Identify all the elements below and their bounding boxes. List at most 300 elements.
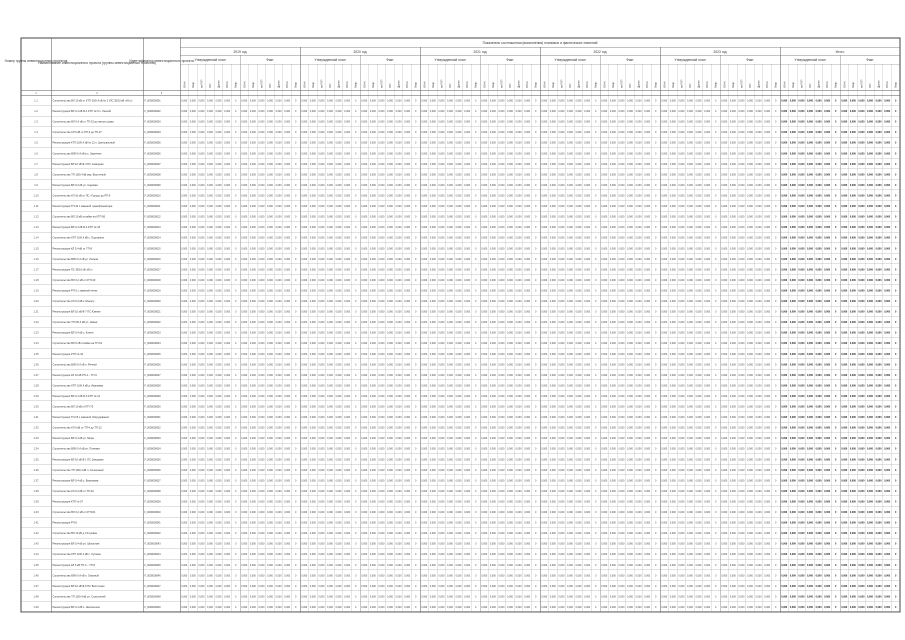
unit-header: МВт [389, 82, 392, 88]
value-cell: 0,000 [807, 184, 814, 187]
value-cell: 0,000 [378, 384, 385, 387]
value-cell: 0,000 [456, 300, 463, 303]
value-cell: 0,000 [661, 416, 668, 419]
value-cell: 0,000 [507, 416, 514, 419]
value-cell: 0,000 [276, 226, 283, 229]
value-cell: 0,000 [438, 427, 445, 430]
value-cell: 0,000 [781, 469, 788, 472]
value-cell: 0,000 [867, 384, 874, 387]
value-cell: 0,000 [841, 237, 848, 240]
value-cell: 0,000 [447, 543, 454, 546]
value-cell: 0,000 [584, 184, 591, 187]
value-cell: 0 [595, 585, 597, 588]
value-cell: 0,000 [336, 268, 343, 271]
value-cell: 0 [595, 205, 597, 208]
value-cell: 0,000 [250, 585, 257, 588]
value-cell: 0,000 [781, 195, 788, 198]
value-cell: 0,000 [747, 522, 754, 525]
value-cell: 0,000 [190, 511, 197, 514]
value-cell: 0,000 [336, 458, 343, 461]
value-cell: 0,000 [404, 416, 411, 419]
value-cell: 0 [655, 490, 657, 493]
value-cell: 0,000 [816, 606, 823, 609]
value-cell: 0,000 [850, 131, 857, 134]
value-cell: 0,000 [524, 216, 531, 219]
value-cell: 0,000 [618, 395, 625, 398]
value-cell: 0,000 [696, 458, 703, 461]
value-cell: 0 [475, 195, 477, 198]
value-cell: 0,000 [687, 437, 694, 440]
row-name: Реконструкция ВЛ 0,4 кВ Ф-1 КТП № 5 п. Лесной [53, 109, 112, 113]
value-cell: 0,000 [387, 342, 394, 345]
value-cell: 0,000 [567, 268, 574, 271]
value-cell: 0 [775, 163, 777, 166]
value-cell: 0,000 [276, 500, 283, 503]
value-cell: 0,000 [216, 574, 223, 577]
value-cell: 0,000 [704, 268, 711, 271]
value-cell: 0 [775, 342, 777, 345]
value-cell: 0,000 [781, 363, 788, 366]
value-cell: 0,000 [258, 300, 265, 303]
value-cell: 0,000 [841, 353, 848, 356]
value-cell: 0,000 [190, 268, 197, 271]
value-cell: 0 [355, 469, 357, 472]
value-cell: 0,000 [601, 543, 608, 546]
value-cell: 0,000 [816, 279, 823, 282]
value-cell: 0,000 [301, 258, 308, 261]
value-cell: 0,000 [824, 416, 831, 419]
value-cell: 0,000 [584, 606, 591, 609]
value-cell: 0,000 [636, 311, 643, 314]
value-cell: 0,000 [447, 173, 454, 176]
value-cell: 0,000 [687, 321, 694, 324]
value-cell: 0 [715, 205, 717, 208]
value-cell: 0 [835, 258, 837, 261]
value-cell: 0,000 [387, 237, 394, 240]
value-cell: 0,000 [267, 406, 274, 409]
value-cell: 0,000 [301, 490, 308, 493]
value-cell: 0,000 [301, 163, 308, 166]
value-cell: 0,000 [730, 226, 737, 229]
value-cell: 0 [595, 311, 597, 314]
value-cell: 0,000 [507, 606, 514, 609]
value-cell: 0,000 [567, 437, 574, 440]
value-cell: 0,000 [464, 184, 471, 187]
value-cell: 0,000 [404, 195, 411, 198]
value-cell: 0,000 [267, 205, 274, 208]
value-cell: 0,000 [404, 363, 411, 366]
value-cell: 0,000 [696, 500, 703, 503]
value-cell: 0,000 [447, 131, 454, 134]
value-cell: 0,000 [850, 121, 857, 124]
value-cell: 0,000 [661, 110, 668, 113]
value-cell: 0,000 [867, 522, 874, 525]
value-cell: 0,000 [507, 490, 514, 493]
value-cell: 0,000 [824, 247, 831, 250]
value-cell: 0,000 [678, 300, 685, 303]
value-cell: 0,000 [344, 100, 351, 103]
value-cell: 0 [475, 437, 477, 440]
value-cell: 0,000 [798, 311, 805, 314]
value-cell: 0,000 [284, 500, 291, 503]
value-cell: 0 [715, 532, 717, 535]
value-cell: 0,000 [198, 448, 205, 451]
value-cell: 0,000 [764, 268, 771, 271]
value-cell: 0 [415, 406, 417, 409]
value-cell: 0,000 [644, 469, 651, 472]
value-cell: 0 [235, 585, 237, 588]
value-cell: 0 [535, 374, 537, 377]
value-cell: 0,000 [798, 595, 805, 598]
value-cell: 0,000 [747, 564, 754, 567]
value-cell: 0,000 [687, 279, 694, 282]
value-cell: 0,000 [430, 342, 437, 345]
value-cell: 0 [655, 416, 657, 419]
value-cell: 0,000 [507, 237, 514, 240]
value-cell: 0,000 [327, 448, 334, 451]
value-cell: 0,000 [190, 353, 197, 356]
unit-header: Мвар [535, 81, 538, 88]
value-cell: 0,000 [267, 532, 274, 535]
value-cell: 0,000 [370, 100, 377, 103]
value-cell: 0,000 [876, 395, 883, 398]
value-cell: 0,000 [524, 606, 531, 609]
value-cell: 0,000 [876, 152, 883, 155]
value-cell: 0,000 [790, 564, 797, 567]
value-cell: 0,000 [550, 152, 557, 155]
value-cell: 0,000 [387, 258, 394, 261]
value-cell: 0 [235, 553, 237, 556]
value-cell: 0 [595, 490, 597, 493]
value-cell: 0,000 [250, 448, 257, 451]
value-cell: 0,000 [516, 374, 523, 377]
value-cell: 0,000 [876, 595, 883, 598]
value-cell: 0,000 [730, 490, 737, 493]
value-cell: 0,000 [207, 100, 214, 103]
value-cell: 0,000 [387, 363, 394, 366]
value-cell: 0,000 [867, 311, 874, 314]
value-cell: 0,000 [456, 268, 463, 271]
value-cell: 0,000 [704, 205, 711, 208]
value-cell: 0,000 [816, 289, 823, 292]
value-cell: 0,000 [396, 311, 403, 314]
value-cell: 0,000 [558, 311, 565, 314]
value-cell: 0,000 [730, 606, 737, 609]
value-cell: 0,000 [661, 511, 668, 514]
value-cell: 0,000 [824, 110, 831, 113]
value-cell: 0,000 [490, 458, 497, 461]
value-cell: 0,000 [721, 574, 728, 577]
value-cell: 0,000 [464, 226, 471, 229]
value-cell: 0,000 [224, 216, 231, 219]
value-cell: 0,000 [438, 195, 445, 198]
value-cell: 0,000 [644, 110, 651, 113]
value-cell: 0,000 [636, 500, 643, 503]
value-cell: 0,000 [516, 131, 523, 134]
value-cell: 0,000 [790, 606, 797, 609]
value-cell: 0,000 [884, 142, 891, 145]
value-cell: 0 [235, 173, 237, 176]
value-cell: 0,000 [396, 268, 403, 271]
unit-header: Мвар [895, 81, 898, 88]
value-cell: 0 [655, 543, 657, 546]
value-cell: 0 [835, 606, 837, 609]
value-cell: 0,000 [841, 543, 848, 546]
value-cell: 0,000 [456, 437, 463, 440]
value-cell: 0,000 [807, 437, 814, 440]
value-cell: 0,000 [867, 500, 874, 503]
value-cell: 0,000 [327, 110, 334, 113]
value-cell: 0,000 [610, 458, 617, 461]
value-cell: 0 [595, 479, 597, 482]
value-cell: 0,000 [824, 363, 831, 366]
value-cell: 0,000 [747, 543, 754, 546]
value-cell: 0,000 [567, 321, 574, 324]
value-cell: 0,000 [507, 585, 514, 588]
value-cell: 0,000 [301, 300, 308, 303]
value-cell: 0,000 [876, 469, 883, 472]
value-cell: 0,000 [627, 131, 634, 134]
value-cell: 0,000 [490, 226, 497, 229]
value-cell: 0,000 [421, 406, 428, 409]
value-cell: 0,000 [824, 289, 831, 292]
value-cell: 0,000 [850, 564, 857, 567]
value-cell: 0,000 [867, 131, 874, 134]
value-cell: 0,000 [404, 374, 411, 377]
subheader-fact: Факт [386, 58, 394, 62]
value-cell: 0,000 [610, 374, 617, 377]
value-cell: 0,000 [198, 458, 205, 461]
value-cell: 0,000 [610, 384, 617, 387]
value-cell: 0,000 [747, 205, 754, 208]
value-cell: 0,000 [816, 553, 823, 556]
value-cell: 0,000 [704, 142, 711, 145]
value-cell: 0 [235, 469, 237, 472]
value-cell: 0,000 [704, 469, 711, 472]
value-cell: 0,000 [301, 173, 308, 176]
value-cell: 0,000 [198, 416, 205, 419]
value-cell: 0,000 [404, 100, 411, 103]
value-cell: 0 [775, 289, 777, 292]
row-number: 1.12 [33, 215, 39, 219]
value-cell: 0,000 [730, 564, 737, 567]
value-cell: 0,000 [404, 543, 411, 546]
value-cell: 0,000 [224, 332, 231, 335]
value-cell: 0,000 [361, 374, 368, 377]
value-cell: 0,000 [567, 237, 574, 240]
value-cell: 0,000 [438, 574, 445, 577]
value-cell: 0,000 [284, 490, 291, 493]
value-cell: 0,000 [490, 332, 497, 335]
value-cell: 0,000 [764, 490, 771, 493]
value-cell: 0,000 [524, 437, 531, 440]
value-cell: 0,000 [327, 490, 334, 493]
value-cell: 0,000 [738, 237, 745, 240]
value-cell: 0,000 [807, 500, 814, 503]
value-cell: 0,000 [421, 226, 428, 229]
value-cell: 0,000 [421, 342, 428, 345]
row-code: F_0000000044 [145, 553, 162, 556]
value-cell: 0,000 [721, 195, 728, 198]
value-cell: 0,000 [576, 279, 583, 282]
value-cell: 0,000 [747, 585, 754, 588]
value-cell: 0,000 [267, 184, 274, 187]
value-cell: 0,000 [267, 606, 274, 609]
unit-header: МВ×А [723, 81, 726, 88]
value-cell: 0,000 [781, 163, 788, 166]
value-cell: 0,000 [790, 585, 797, 588]
value-cell: 0,000 [627, 279, 634, 282]
value-cell: 0,000 [241, 395, 248, 398]
value-cell: 0,000 [430, 163, 437, 166]
value-cell: 0,000 [704, 595, 711, 598]
row-code: F_0000000024 [145, 342, 162, 345]
value-cell: 0 [535, 427, 537, 430]
row-name: Строительство ВЛИ 0,4 кВ п. Озерный [53, 573, 100, 577]
value-cell: 0,000 [370, 195, 377, 198]
value-cell: 0,000 [301, 216, 308, 219]
value-cell: 0,000 [576, 100, 583, 103]
value-cell: 0,000 [276, 437, 283, 440]
unit-header: км ЛЭП [440, 79, 443, 88]
value-cell: 0,000 [824, 606, 831, 609]
value-cell: 0,000 [730, 152, 737, 155]
value-cell: 0 [595, 342, 597, 345]
value-cell: 0,000 [601, 437, 608, 440]
value-cell: 0,000 [430, 448, 437, 451]
value-cell: 0,000 [627, 237, 634, 240]
value-cell: 0 [415, 427, 417, 430]
value-cell: 0,000 [438, 522, 445, 525]
value-cell: 0,000 [421, 469, 428, 472]
value-cell: 0,000 [490, 437, 497, 440]
value-cell: 0,000 [224, 311, 231, 314]
value-cell: 0 [775, 279, 777, 282]
value-cell: 0,000 [764, 342, 771, 345]
row-name: Реконструкция РП-6 [53, 521, 78, 525]
value-cell: 0,000 [876, 427, 883, 430]
value-cell: 0,000 [456, 564, 463, 567]
value-cell: 0,000 [310, 342, 317, 345]
value-cell: 0,000 [558, 511, 565, 514]
value-cell: 0,000 [807, 152, 814, 155]
value-cell: 0,000 [498, 142, 505, 145]
value-cell: 0,000 [481, 458, 488, 461]
value-cell: 0,000 [361, 152, 368, 155]
value-cell: 0,000 [207, 532, 214, 535]
value-cell: 0,000 [567, 279, 574, 282]
value-cell: 0,000 [584, 131, 591, 134]
value-cell: 0,000 [541, 479, 548, 482]
value-cell: 0,000 [876, 363, 883, 366]
value-cell: 0,000 [567, 490, 574, 493]
value-cell: 0,000 [807, 205, 814, 208]
value-cell: 0,000 [396, 321, 403, 324]
value-cell: 0,000 [798, 458, 805, 461]
value-cell: 0,000 [858, 300, 865, 303]
value-cell: 0,000 [816, 511, 823, 514]
year-header: 2020 год [353, 50, 366, 54]
value-cell: 0,000 [498, 300, 505, 303]
value-cell: 0,000 [447, 469, 454, 472]
row-name: Реконструкция ВЛ 0,4 кВ с. Ключи [53, 331, 95, 335]
value-cell: 0,000 [370, 268, 377, 271]
subheader-fact: Факт [866, 58, 874, 62]
value-cell: 0,000 [618, 448, 625, 451]
value-cell: 0,000 [198, 163, 205, 166]
value-cell: 0,000 [224, 406, 231, 409]
value-cell: 0,000 [756, 216, 763, 219]
value-cell: 0,000 [524, 585, 531, 588]
value-cell: 0,000 [490, 121, 497, 124]
value-cell: 0,000 [447, 490, 454, 493]
value-cell: 0 [715, 437, 717, 440]
value-cell: 0,000 [396, 469, 403, 472]
unit-header: МВ×А [663, 81, 666, 88]
value-cell: 0,000 [884, 342, 891, 345]
value-cell: 0,000 [387, 195, 394, 198]
value-cell: 0,000 [258, 595, 265, 598]
value-cell: 0,000 [396, 152, 403, 155]
value-cell: 0,000 [464, 374, 471, 377]
value-cell: 0 [235, 184, 237, 187]
value-cell: 0,000 [438, 268, 445, 271]
value-cell: 0,000 [798, 384, 805, 387]
value-cell: 0,000 [790, 289, 797, 292]
value-cell: 0,000 [387, 395, 394, 398]
value-cell: 0,000 [190, 195, 197, 198]
value-cell: 0,000 [301, 121, 308, 124]
value-cell: 0,000 [301, 226, 308, 229]
value-cell: 0,000 [576, 574, 583, 577]
value-cell: 0,000 [610, 216, 617, 219]
value-cell: 0,000 [678, 226, 685, 229]
value-cell: 0,000 [327, 458, 334, 461]
value-cell: 0,000 [644, 363, 651, 366]
value-cell: 0,000 [276, 247, 283, 250]
value-cell: 0,000 [344, 522, 351, 525]
value-cell: 0,000 [790, 100, 797, 103]
value-cell: 0 [235, 332, 237, 335]
value-cell: 0 [355, 606, 357, 609]
value-cell: 0,000 [558, 395, 565, 398]
value-cell: 0,000 [550, 595, 557, 598]
value-cell: 0,000 [816, 448, 823, 451]
value-cell: 0,000 [481, 142, 488, 145]
value-cell: 0,000 [867, 247, 874, 250]
value-cell: 0,000 [721, 205, 728, 208]
value-cell: 0,000 [524, 406, 531, 409]
value-cell: 0,000 [678, 490, 685, 493]
value-cell: 0,000 [584, 395, 591, 398]
value-cell: 0 [835, 500, 837, 503]
value-cell: 0 [235, 163, 237, 166]
value-cell: 0,000 [747, 363, 754, 366]
value-cell: 0,000 [258, 543, 265, 546]
value-cell: 0,000 [661, 469, 668, 472]
value-cell: 0,000 [370, 595, 377, 598]
value-cell: 0,000 [507, 142, 514, 145]
value-cell: 0 [835, 437, 837, 440]
value-cell: 0,000 [730, 100, 737, 103]
unit-header: МВ×А [783, 81, 786, 88]
row-name: Реконструкция КЛ 10 кВ РП-1 – ТП-9 [53, 373, 98, 377]
value-cell: 0,000 [241, 173, 248, 176]
value-cell: 0,000 [387, 479, 394, 482]
value-cell: 0,000 [747, 437, 754, 440]
value-cell: 0,000 [867, 585, 874, 588]
value-cell: 0,000 [807, 100, 814, 103]
